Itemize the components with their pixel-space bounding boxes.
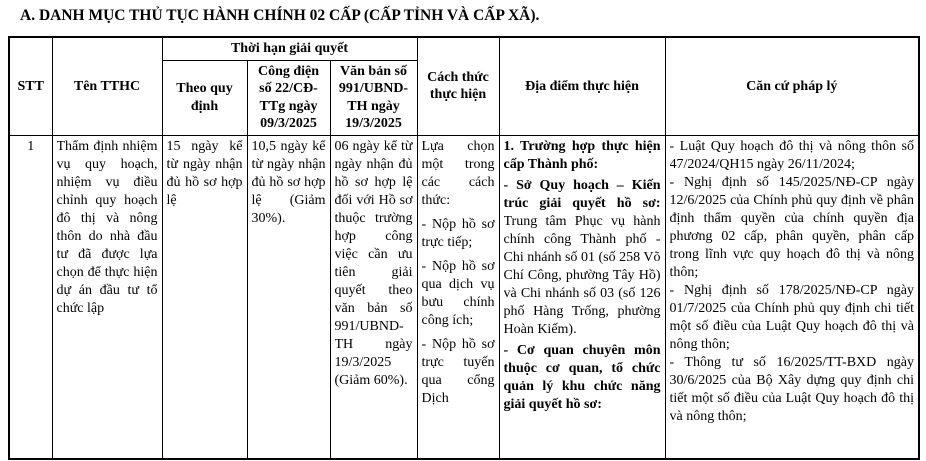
can-cu-item-nghi-dinh-178: - Nghị định số 178/2025/NĐ-CP ngày 01/7/2025 của Chính phủ quy định chi tiết một số điều của Luật Quy hoạch đô thị và nông thôn;	[669, 282, 914, 352]
cach-thuc-intro: Lựa chọn một trong các cách thức:	[421, 138, 495, 208]
cell-theo-quy-dinh	[162, 135, 247, 459]
col-header-theo-quy-dinh: Theo quy định	[162, 60, 247, 135]
page-title: A. DANH MỤC THỦ TỤC HÀNH CHÍNH 02 CẤP (CẤP TỈNH VÀ CẤP XÃ).	[20, 7, 540, 24]
col-header-stt: STT	[9, 37, 52, 135]
col-header-can-cu-phap-ly: Căn cứ pháp lý	[665, 37, 919, 135]
row-cach-thuc-content	[422, 138, 495, 408]
row-dia-diem-content	[504, 138, 661, 414]
can-cu-item-nghi-dinh-145: - Nghị định số 145/2025/NĐ-CP ngày 12/6/2025 của Chính phủ quy định về phân định thẩm quyền của chính quyền địa phương 02 cấp, phân quyền, phân cấp trong lĩnh vực quy hoạch đô thị và nông thôn;	[669, 174, 914, 280]
row-stt-value: 1	[27, 138, 35, 154]
cach-thuc-item-buu-chinh: - Nộp hồ sơ qua dịch vụ bưu chính công ích;	[421, 258, 495, 328]
header-row-top	[9, 37, 919, 60]
table-header	[9, 37, 919, 135]
row-theo-quy-dinh-text: 15 ngày kể từ ngày nhận đủ hồ sơ hợp lệ	[166, 138, 243, 208]
cach-thuc-item-truc-tiep: - Nộp hồ sơ trực tiếp;	[421, 216, 495, 250]
col-header-van-ban: Văn bản số 991/UBND-TH ngày 19/3/2025	[330, 60, 417, 135]
dia-diem-co-quan: - Cơ quan chuyên môn thuộc cơ quan, tổ chức quản lý khu chức năng giải quyết hồ sơ:	[503, 342, 661, 412]
dia-diem-so-quy-hoach	[504, 177, 661, 339]
cell-dia-diem	[499, 135, 665, 459]
cell-van-ban	[330, 135, 417, 459]
col-header-cach-thuc-thuc-hien: Cách thức thực hiện	[417, 37, 499, 135]
row-van-ban-text: 06 ngày kể từ ngày nhận đủ hồ sơ hợp lệ đối với Hồ sơ thuộc trường hợp công việc cần ưu tiên giải quyết theo văn bản số 991/UBND-TH ngày 19/3/2025 (Giảm 60%).	[334, 138, 413, 388]
dia-diem-so-text: Trung tâm Phục vụ hành chính công Thành phố - Chi nhánh số 01 (số 258 Võ Chí Công, phường Tây Hồ) và Chi nhánh số 03 (số 126 phố Hàng Trống, phường Hoàn Kiếm).	[503, 213, 661, 337]
dia-diem-so-label: - Sở Quy hoạch – Kiến trúc giải quyết hồ sơ:	[503, 177, 661, 211]
cach-thuc-item-truc-tuyen: - Nộp hồ sơ trực tuyến qua cổng Dịch	[421, 336, 495, 406]
can-cu-item-luat: - Luật Quy hoạch đô thị và nông thôn số 47/2024/QH15 ngày 26/11/2024;	[669, 138, 914, 172]
row-ten-tthc-text: Thẩm định nhiệm vụ quy hoạch, nhiệm vụ điều chỉnh quy hoạch đô thị và nông thôn do nhà đầu tư đã được lựa chọn để thực hiện dự án đầu tư tổ chức lập	[56, 138, 158, 316]
cell-stt	[9, 135, 52, 459]
col-header-thoi-han-giai-quyet: Thời hạn giải quyết	[162, 37, 417, 60]
cell-ten-tthc	[52, 135, 162, 459]
dia-diem-case-heading: 1. Trường hợp thực hiện cấp Thành phố:	[503, 138, 661, 172]
procedures-table	[8, 36, 920, 460]
can-cu-item-thong-tu: - Thông tư số 16/2025/TT-BXD ngày 30/6/2025 của Bộ Xây dựng quy định chi tiết một số điều của Luật Quy hoạch đô thị và nông thôn;	[669, 354, 914, 424]
row-cong-dien-text: 10,5 ngày kể từ ngày nhận đủ hồ sơ hợp lệ (Giảm 30%).	[251, 138, 326, 226]
table-row	[9, 135, 919, 459]
col-header-dia-diem-thuc-hien: Địa điểm thực hiện	[499, 37, 665, 135]
cell-cong-dien	[247, 135, 330, 459]
cell-can-cu	[665, 135, 919, 459]
row-can-cu-content	[670, 138, 915, 426]
col-header-cong-dien: Công điện số 22/CĐ-TTg ngày 09/3/2025	[247, 60, 330, 135]
cell-cach-thuc	[417, 135, 499, 459]
col-header-ten-tthc: Tên TTHC	[52, 37, 162, 135]
